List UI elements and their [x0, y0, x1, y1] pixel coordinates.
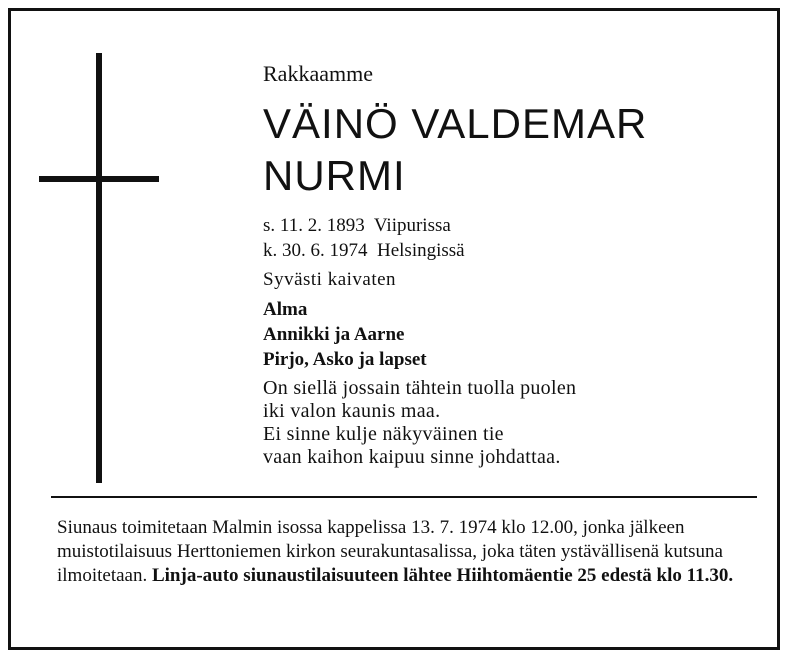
family-member: Pirjo, Asko ja lapset	[263, 349, 427, 370]
poem	[263, 377, 576, 469]
birth-date: s. 11. 2. 1893 Viipurissa	[263, 215, 451, 236]
family-member: Alma	[263, 299, 308, 320]
poem-line: vaan kaihon kaipuu sinne johdattaa.	[263, 446, 561, 468]
life-dates	[263, 213, 465, 263]
deceased-name-line2: NURMI	[263, 152, 406, 199]
poem-line: On siellä jossain tähtein tuolla puolen	[263, 377, 577, 399]
cross-icon-vertical	[96, 53, 102, 483]
deceased-name-line1: VÄINÖ VALDEMAR	[263, 100, 648, 147]
family-list	[263, 297, 427, 372]
mourning-text: Syvästi kaivaten	[263, 269, 397, 290]
poem-line: iki valon kaunis maa.	[263, 400, 441, 422]
funeral-info	[57, 516, 757, 588]
death-date: k. 30. 6. 1974 Helsingissä	[263, 240, 465, 261]
funeral-info-text: Siunaus toimitetaan Malmin isossa kappelissa 13. 7. 1974 klo 12.00, jonka jälkeen muistotilaisuus Herttoniemen kirkon seurakuntasalissa, joka täten ystävällisenä kutsuna ilmoitetaan.	[57, 517, 723, 586]
obituary-notice	[8, 8, 780, 650]
cross-icon-horizontal	[39, 176, 159, 182]
family-member: Annikki ja Aarne	[263, 324, 405, 345]
divider	[51, 496, 757, 498]
intro-text: Rakkaamme	[263, 61, 373, 86]
bus-info-text: Linja-auto siunaustilaisuuteen lähtee Hiihtomäentie 25 edestä klo 11.30.	[151, 565, 734, 586]
poem-line: Ei sinne kulje näkyväinen tie	[263, 423, 504, 445]
